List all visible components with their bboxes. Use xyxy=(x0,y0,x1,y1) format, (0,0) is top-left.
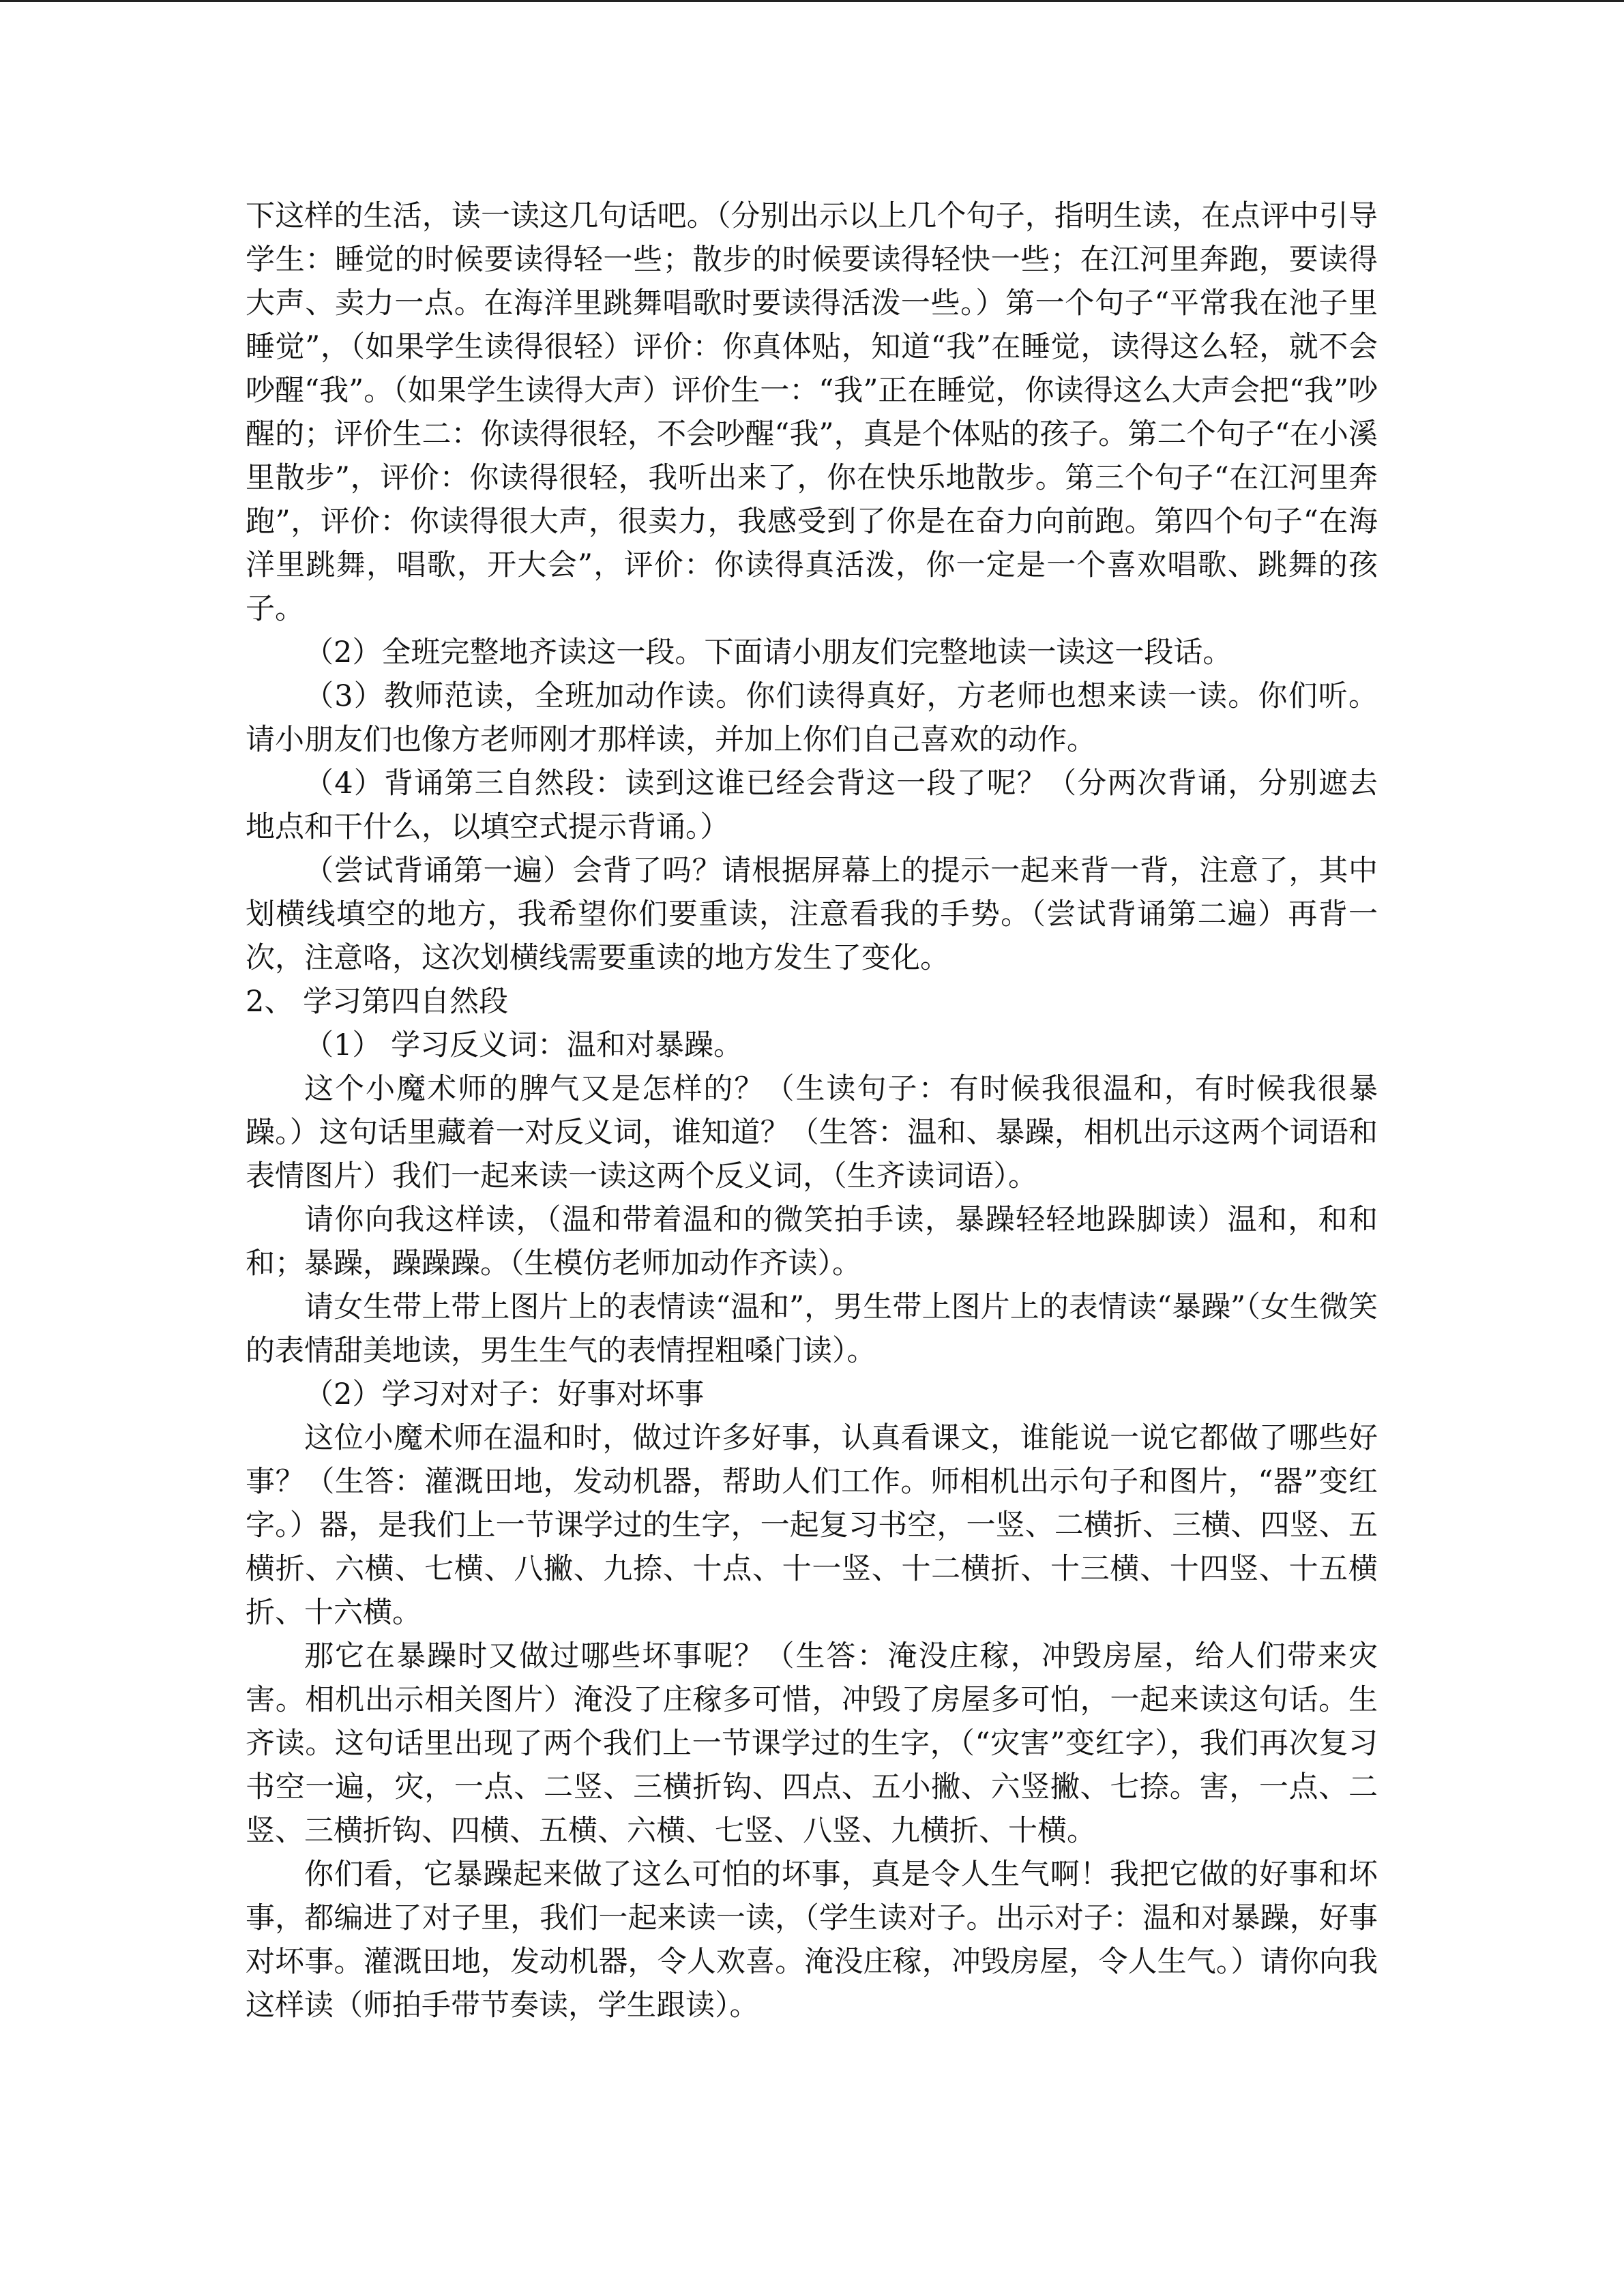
paragraph-step-3: （3）教师范读，全班加动作读。你们读得真好，方老师也想来读一读。你们听。请小朋友们也像方老师刚才那样读，并加上你们自己喜欢的动作。 xyxy=(246,679,1378,757)
paragraph-reading-evaluation: 下这样的生活，读一读这几句话吧。（分别出示以上几个句子，指明生读，在点评中引导学生：睡觉的时候要读得轻一些；散步的时候要读得轻快一些；在江河里奔跑，要读得大声、卖力一点。在海洋里跳舞唱歌时要读得活泼一些。）第一个句子“平常我在池子里睡觉”，（如果学生读得很轻）评价：你真体贴，知道“我”在睡觉，读得这么轻，就不会吵醒“我”。（如果学生读得大声）评价生一：“我”正在睡觉，你读得这么大声会把“我”吵醒的；评价生二：你读得很轻，不会吵醒“我”，真是个体贴的孩子。第二个句子“在小溪里散步”，评价：你读得很轻，我听出来了，你在快乐地散步。第三个句子“在江河里奔跑”，评价：你读得很大声，很卖力，我感受到了你是在奋力向前跑。第四个句子“在海洋里跳舞，唱歌，开大会”，评价：你读得真活泼，你一定是一个喜欢唱歌、跳舞的孩子。 xyxy=(246,199,1378,626)
paragraph-read-like-me: 请你向我这样读，（温和带着温和的微笑拍手读，暴躁轻轻地跺脚读）温和，和和和；暴躁，躁躁躁。（生模仿老师加动作齐读）。 xyxy=(246,1203,1378,1281)
section-heading-paragraph-four: 2、 学习第四自然段 xyxy=(246,985,509,1019)
paragraph-temper: 这个小魔术师的脾气又是怎样的？（生读句子：有时候我很温和，有时候我很暴躁。）这句话里藏着一对反义词，谁知道？（生答：温和、暴躁，相机出示这两个词语和表情图片）我们一起来读一读这两个反义词，（生齐读词语）。 xyxy=(246,1072,1378,1193)
paragraph-good-deeds: 这位小魔术师在温和时，做过许多好事，认真看课文，谁能说一说它都做了哪些好事？（生答：灌溉田地，发动机器，帮助人们工作。师相机出示句子和图片，“器”变红字。）器，是我们上一节课学过的生字，一起复习书空，一竖、二横折、三横、四竖、五横折、六横、七横、八撇、九捺、十点、十一竖、十二横折、十三横、十四竖、十五横折、十六横。 xyxy=(246,1421,1378,1630)
paragraph-girls-boys-reading: 请女生带上带上图片上的表情读“温和”，男生带上图片上的表情读“暴躁”（女生微笑的表情甜美地读，男生生气的表情捏粗嗓门读）。 xyxy=(246,1290,1378,1368)
paragraph-step-2: （2）全班完整地齐读这一段。下面请小朋友们完整地读一读这一段话。 xyxy=(304,636,1232,670)
subheading-couplets: （2）学习对对子：好事对坏事 xyxy=(304,1377,705,1412)
page-top-border xyxy=(0,0,1624,2)
subheading-antonyms: （1） 学习反义词：温和对暴躁。 xyxy=(304,1028,743,1062)
paragraph-couplet-reading: 你们看，它暴躁起来做了这么可怕的坏事，真是令人生气啊！我把它做的好事和坏事，都编进了对子里，我们一起来读一读，（学生读对子。出示对子：温和对暴躁，好事对坏事。灌溉田地，发动机器，令人欢喜。淹没庄稼，冲毁房屋，令人生气。）请你向我这样读（师拍手带节奏读，学生跟读）。 xyxy=(246,1858,1378,2023)
paragraph-bad-deeds: 那它在暴躁时又做过哪些坏事呢？（生答：淹没庄稼，冲毁房屋，给人们带来灾害。相机出示相关图片）淹没了庄稼多可惜，冲毁了房屋多可怕，一起来读这句话。生齐读。这句话里出现了两个我们上一节课学过的生字，（“灾害”变红字），我们再次复习书空一遍，灾，一点、二竖、三横折钩、四点、五小撇、六竖撇、七捺。害，一点、二竖、三横折钩、四横、五横、六横、七竖、八竖、九横折、十横。 xyxy=(246,1639,1378,1848)
document-body xyxy=(246,194,1378,2027)
paragraph-recitation: （尝试背诵第一遍）会背了吗？请根据屏幕上的提示一起来背一背，注意了，其中划横线填空的地方，我希望你们要重读，注意看我的手势。（尝试背诵第二遍）再背一次，注意咯，这次划横线需要重读的地方发生了变化。 xyxy=(246,854,1378,975)
paragraph-step-4: （4）背诵第三自然段：读到这谁已经会背这一段了呢？（分两次背诵，分别遮去地点和干什么，以填空式提示背诵。） xyxy=(246,766,1378,844)
